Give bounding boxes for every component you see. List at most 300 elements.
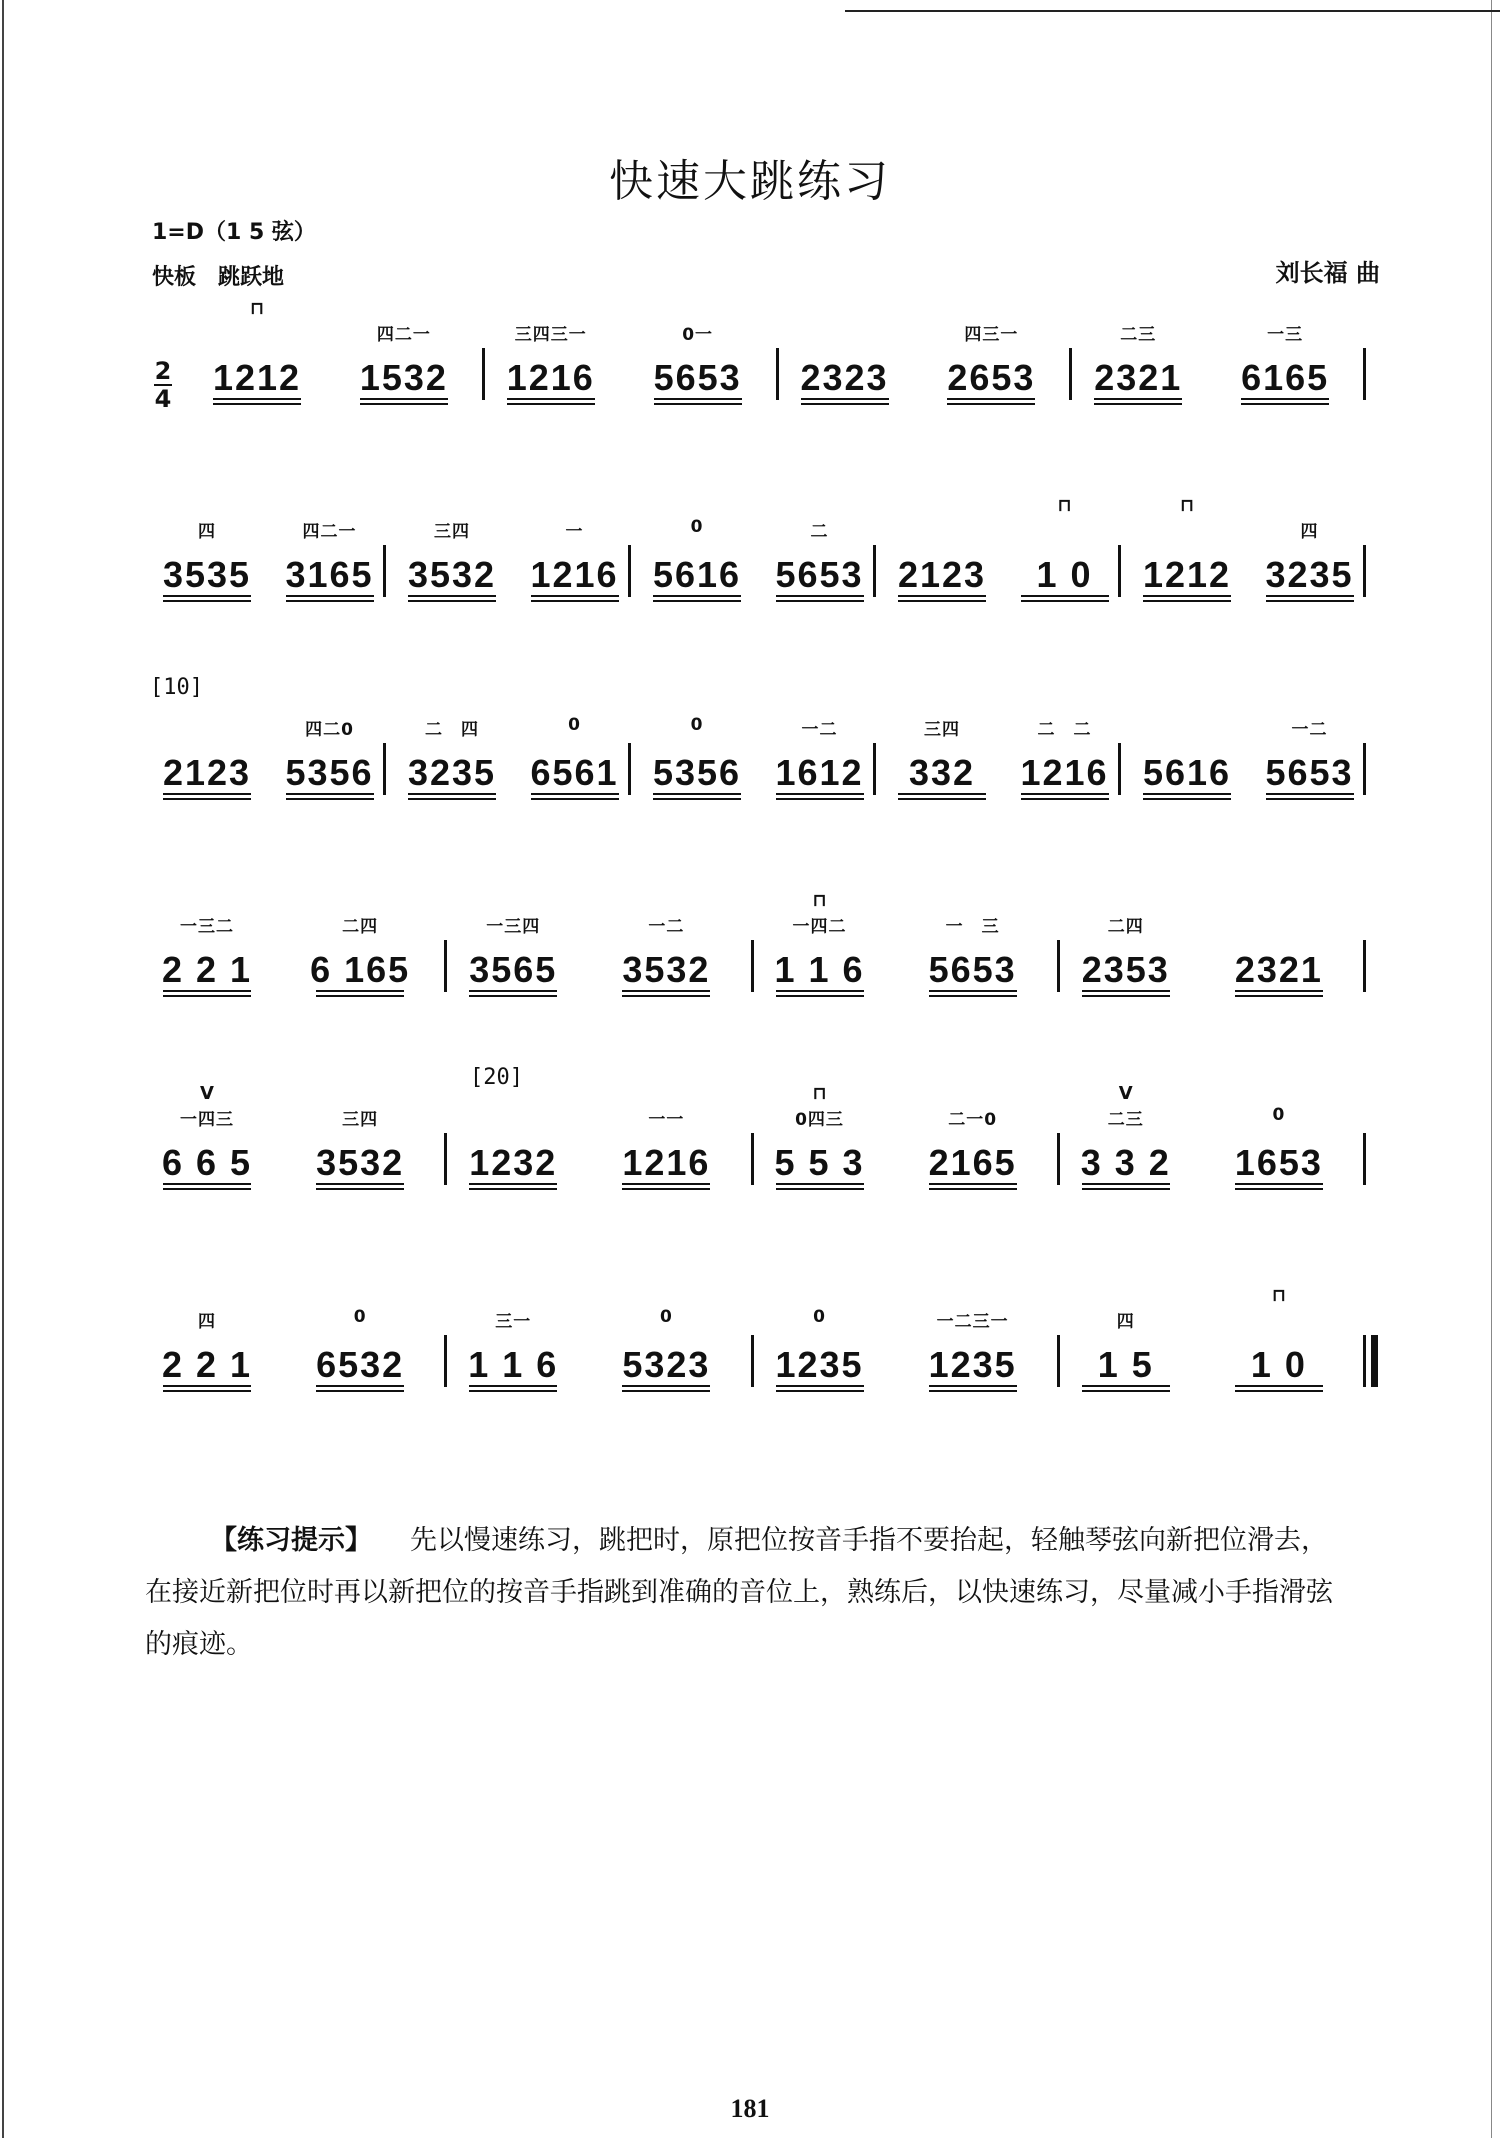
- notes: 5616: [652, 554, 742, 595]
- note-group: [790, 298, 900, 418]
- beam-line: [622, 995, 710, 997]
- notes: 1216: [506, 357, 595, 398]
- notes: 5323: [622, 1344, 711, 1385]
- beam-line: [1235, 1385, 1323, 1387]
- notes: 3565: [469, 949, 558, 990]
- fingering: 四二0: [305, 720, 354, 740]
- beam-line: [1082, 1385, 1170, 1387]
- note-group: [642, 495, 752, 615]
- fingering: 三四: [924, 720, 960, 740]
- beam-line: [1266, 793, 1354, 795]
- beam-line: [1266, 798, 1354, 800]
- fingering: 0: [690, 715, 704, 735]
- beam-line: [776, 600, 864, 602]
- fingering: 二: [810, 522, 829, 542]
- beam-line: [360, 398, 448, 400]
- beam-line: [776, 793, 864, 795]
- beam-line: [286, 600, 374, 602]
- note-group: [918, 1285, 1028, 1405]
- note-group: [918, 1083, 1028, 1203]
- note-group: [152, 890, 262, 1010]
- notes: 6 165: [310, 949, 411, 990]
- beam-line: [622, 1183, 710, 1185]
- barline: [444, 1133, 447, 1185]
- beam-line: [163, 798, 251, 800]
- note-group: [1071, 1285, 1181, 1405]
- note-group: [611, 890, 721, 1010]
- note-group: [305, 1285, 415, 1405]
- note-group: [1224, 890, 1334, 1010]
- beam-line: [653, 798, 741, 800]
- beam-line: [776, 1188, 864, 1190]
- fingering: 0: [690, 517, 704, 537]
- beam-line: [469, 995, 557, 997]
- notes: 5653: [775, 554, 864, 595]
- rehearsal-mark: [20]: [470, 1065, 523, 1090]
- beam-line: [163, 1390, 251, 1392]
- beam-line: [1235, 1390, 1323, 1392]
- fingering: 三四三一: [514, 325, 587, 345]
- beam-line: [929, 990, 1017, 992]
- fingering: 一二: [1291, 720, 1328, 740]
- barline: [482, 348, 485, 400]
- beam-line: [213, 398, 301, 400]
- note-group: [275, 693, 385, 813]
- notes: 1212: [212, 357, 302, 398]
- barline: [383, 743, 386, 795]
- beam-line: [622, 990, 710, 992]
- music-system: [140, 1065, 1375, 1203]
- fingering: 四: [198, 522, 216, 542]
- note-group: [1083, 298, 1193, 418]
- notes: 1 5: [1097, 1344, 1154, 1385]
- beam-line: [1021, 600, 1109, 602]
- barline: [628, 545, 631, 597]
- note-group: [1071, 1083, 1181, 1203]
- beam-line: [1241, 403, 1329, 405]
- barline: [444, 1335, 447, 1387]
- beam-line: [1235, 990, 1323, 992]
- barline: [873, 743, 876, 795]
- page-number: 181: [730, 2094, 770, 2123]
- note-group: [1071, 890, 1181, 1010]
- note-group: [765, 693, 875, 813]
- notes: 2321: [1234, 949, 1323, 990]
- beam-line: [469, 990, 557, 992]
- bowing-mark: ⊓: [1179, 495, 1195, 516]
- fingering: 四: [198, 1312, 216, 1332]
- beam-line: [1094, 403, 1182, 405]
- beam-line: [1266, 595, 1354, 597]
- barline: [1363, 940, 1366, 992]
- notes: 1235: [775, 1344, 864, 1385]
- note-group: [458, 1285, 568, 1405]
- fingering: 四: [1116, 1312, 1135, 1332]
- notes: 2653: [947, 357, 1036, 398]
- fingering: 二 二: [1037, 720, 1092, 740]
- notes: 3535: [162, 554, 252, 595]
- note-group: [918, 890, 1028, 1010]
- notes: 2323: [800, 357, 889, 398]
- notes: 5356: [285, 752, 374, 793]
- barline: [1057, 940, 1060, 992]
- fingering: 一二三一: [936, 1312, 1009, 1332]
- fingering: 一四三: [180, 1110, 234, 1130]
- beam-line: [408, 798, 496, 800]
- fingering: 四二一: [302, 522, 357, 542]
- barline: [776, 348, 779, 400]
- fingering: 一三二: [180, 917, 234, 937]
- beam-line: [469, 1390, 557, 1392]
- bowing-mark: ⊓: [249, 298, 265, 319]
- notes: 3532: [622, 949, 711, 990]
- music-system: [140, 1285, 1375, 1405]
- fingering: 二四: [1107, 917, 1144, 937]
- notes: 2 2 1: [161, 949, 253, 990]
- note-group: [152, 1083, 262, 1203]
- beam-line: [947, 403, 1035, 405]
- note-group: [1224, 1285, 1334, 1405]
- notes: 6532: [316, 1344, 405, 1385]
- beam-line: [654, 398, 742, 400]
- notes: 1212: [1142, 554, 1232, 595]
- beam-line: [898, 595, 986, 597]
- time-signature-bottom: 4: [154, 385, 172, 413]
- beam-line: [163, 1385, 251, 1387]
- notes: 1612: [775, 752, 864, 793]
- beam-line: [163, 595, 251, 597]
- page-edge-line: [1491, 0, 1492, 2138]
- note-group: [611, 1083, 721, 1203]
- note-group: [765, 1285, 875, 1405]
- barline: [1363, 1133, 1366, 1185]
- music-system: [140, 890, 1375, 1010]
- beam-line: [1241, 398, 1329, 400]
- beam-line: [801, 398, 889, 400]
- note-group: [152, 1285, 262, 1405]
- beam-line: [469, 1188, 557, 1190]
- beam-line: [163, 1188, 251, 1190]
- fingering: 四三一: [964, 325, 1019, 345]
- note-group: [887, 693, 997, 813]
- beam-line: [1266, 600, 1354, 602]
- fingering: 二三: [1107, 1110, 1144, 1130]
- notes: 1235: [928, 1344, 1017, 1385]
- beam-line: [776, 995, 864, 997]
- beam-line: [776, 990, 864, 992]
- rehearsal-mark: [10]: [150, 675, 203, 700]
- bowing-mark: V: [1118, 1083, 1133, 1104]
- notes: 2123: [897, 554, 987, 595]
- note-group: [349, 298, 459, 418]
- beam-line: [929, 995, 1017, 997]
- notes: 2321: [1094, 357, 1183, 398]
- barline: [628, 743, 631, 795]
- beam-line: [1021, 798, 1109, 800]
- beam-line: [1021, 595, 1109, 597]
- practice-tip-text: 先以慢速练习，跳把时，原把位按音手指不要抬起，轻触琴弦向新把位滑去，在接近新把位时再以新把位的按音手指跳到准确的音位上，熟练后，以快速练习，尽量减小手指滑弦的痕迹。: [145, 1525, 1333, 1660]
- beam-line: [163, 793, 251, 795]
- note-group: [1010, 495, 1120, 615]
- header-rule: [845, 10, 1500, 12]
- beam-line: [507, 403, 595, 405]
- beam-line: [1082, 1183, 1170, 1185]
- beam-line: [776, 1183, 864, 1185]
- beam-line: [1082, 990, 1170, 992]
- beam-line: [469, 1385, 557, 1387]
- fingering: 三一: [495, 1312, 532, 1332]
- beam-line: [898, 600, 986, 602]
- fingering: 0: [659, 1307, 673, 1327]
- beam-line: [654, 403, 742, 405]
- notes: 5653: [653, 357, 742, 398]
- beam-line: [1021, 793, 1109, 795]
- notes: 1653: [1234, 1142, 1323, 1183]
- note-group: [496, 298, 606, 418]
- beam-line: [163, 1183, 251, 1185]
- fingering: 二三: [1120, 325, 1157, 345]
- notes: 1 1 6: [468, 1344, 559, 1385]
- notes: 5 5 3: [774, 1142, 865, 1183]
- fingering: 一四二: [792, 917, 847, 937]
- fingering: 一一: [648, 1110, 685, 1130]
- beam-line: [531, 600, 619, 602]
- fingering: 二一0: [948, 1110, 998, 1130]
- beam-line: [1235, 1188, 1323, 1190]
- notes: 2123: [162, 752, 252, 793]
- fingering: 0: [813, 1307, 826, 1327]
- composer-credit: 刘长福 曲: [1275, 259, 1380, 287]
- beam-line: [163, 995, 251, 997]
- key-signature: 1=D（1 5 弦）: [152, 220, 316, 245]
- notes: 3165: [285, 554, 374, 595]
- bowing-mark: ⊓: [1057, 495, 1072, 516]
- final-barline: [1371, 1335, 1378, 1387]
- note-group: [458, 1083, 568, 1203]
- notes: 5356: [652, 752, 742, 793]
- note-group: [765, 890, 875, 1010]
- beam-line: [286, 798, 374, 800]
- notes: 3532: [316, 1142, 405, 1183]
- note-group: [520, 693, 630, 813]
- beam-line: [776, 798, 864, 800]
- beam-line: [622, 1188, 710, 1190]
- barline: [1057, 1133, 1060, 1185]
- fingering: 一: [565, 522, 584, 542]
- note-group: [202, 298, 312, 418]
- notes: 5616: [1142, 752, 1232, 793]
- barline: [1363, 545, 1366, 597]
- beam-line: [286, 793, 374, 795]
- barline: [1363, 348, 1366, 400]
- notes: 5653: [1265, 752, 1354, 793]
- beam-line: [316, 995, 404, 997]
- barline: [873, 545, 876, 597]
- beam-line: [1082, 1188, 1170, 1190]
- note-group: [520, 495, 630, 615]
- note-group: [152, 693, 262, 813]
- notes: 332: [908, 752, 976, 793]
- beam-line: [507, 398, 595, 400]
- page-title: 快速大跳练习: [609, 156, 891, 207]
- notes: 1532: [359, 357, 448, 398]
- barline: [1118, 545, 1121, 597]
- notes: 1216: [530, 554, 619, 595]
- notes: 1 0: [1250, 1344, 1307, 1385]
- beam-line: [360, 403, 448, 405]
- note-group: [765, 495, 875, 615]
- beam-line: [1082, 1390, 1170, 1392]
- notes: 1 0: [1036, 554, 1093, 595]
- beam-line: [316, 1390, 404, 1392]
- fingering: 0: [568, 715, 581, 735]
- note-group: [305, 890, 415, 1010]
- notes: 1 1 6: [774, 949, 865, 990]
- note-group: [305, 1083, 415, 1203]
- fingering: 四二一: [376, 325, 431, 345]
- beam-line: [653, 595, 741, 597]
- notes: 3235: [1265, 554, 1354, 595]
- notes: 1232: [469, 1142, 558, 1183]
- fingering: 四: [1300, 522, 1319, 542]
- beam-line: [1143, 600, 1231, 602]
- fingering: 一 三: [945, 917, 1000, 937]
- practice-tip: [145, 1515, 1335, 1671]
- beam-line: [531, 793, 619, 795]
- time-signature: [154, 357, 172, 413]
- fingering: 三四: [434, 522, 470, 542]
- beam-line: [622, 1390, 710, 1392]
- barline: [751, 1133, 754, 1185]
- notes: 1216: [1020, 752, 1109, 793]
- notes: 3 3 2: [1080, 1142, 1171, 1183]
- fingering: 一三: [1267, 325, 1304, 345]
- notes: 6561: [530, 752, 619, 793]
- beam-line: [1143, 793, 1231, 795]
- fingering: 一三四: [486, 917, 541, 937]
- barline: [751, 940, 754, 992]
- note-group: [1132, 693, 1242, 813]
- barline: [1069, 348, 1072, 400]
- fingering: 0四三: [795, 1110, 844, 1130]
- barline: [383, 545, 386, 597]
- beam-line: [213, 403, 301, 405]
- beam-line: [929, 1188, 1017, 1190]
- fingering: 0: [1272, 1105, 1286, 1125]
- beam-line: [316, 1188, 404, 1190]
- beam-line: [947, 398, 1035, 400]
- beam-line: [898, 798, 986, 800]
- notes: 2165: [928, 1142, 1017, 1183]
- music-system: [140, 495, 1375, 615]
- music-system: [140, 675, 1375, 813]
- note-group: [887, 495, 997, 615]
- beam-line: [653, 793, 741, 795]
- note-group: [458, 890, 568, 1010]
- notes: 2353: [1081, 949, 1170, 990]
- notes: 3532: [407, 554, 497, 595]
- barline: [1057, 1335, 1060, 1387]
- beam-line: [1094, 398, 1182, 400]
- practice-tip-label: 【练习提示】: [210, 1525, 372, 1556]
- beam-line: [163, 600, 251, 602]
- barline: [1118, 743, 1121, 795]
- note-group: [643, 298, 753, 418]
- note-group: [642, 693, 752, 813]
- beam-line: [1235, 1183, 1323, 1185]
- fingering: 二 四: [425, 720, 479, 740]
- beam-line: [316, 1183, 404, 1185]
- beam-line: [653, 600, 741, 602]
- beam-line: [929, 1385, 1017, 1387]
- tempo-marking: 快板 跳跃地: [152, 265, 285, 290]
- beam-line: [1235, 995, 1323, 997]
- beam-line: [286, 595, 374, 597]
- beam-line: [316, 990, 404, 992]
- beam-line: [622, 1385, 710, 1387]
- beam-line: [408, 793, 496, 795]
- page-edge-line: [2, 0, 4, 2138]
- note-group: [1010, 693, 1120, 813]
- bowing-mark: V: [200, 1083, 214, 1104]
- beam-line: [408, 595, 496, 597]
- fingering: 一二: [648, 917, 685, 937]
- bowing-mark: ⊓: [1271, 1285, 1287, 1306]
- beam-line: [316, 1385, 404, 1387]
- note-group: [1230, 298, 1340, 418]
- beam-line: [469, 1183, 557, 1185]
- note-group: [275, 495, 385, 615]
- barline: [444, 940, 447, 992]
- fingering: 一二: [801, 720, 838, 740]
- fingering: 二四: [342, 917, 379, 937]
- barline: [1363, 1335, 1366, 1387]
- bowing-mark: ⊓: [812, 1083, 827, 1104]
- fingering: 0: [353, 1307, 367, 1327]
- note-group: [1224, 1083, 1334, 1203]
- note-group: [397, 693, 507, 813]
- time-signature-top: 2: [154, 357, 172, 385]
- fingering: 0一: [682, 325, 714, 345]
- beam-line: [163, 990, 251, 992]
- note-group: [152, 495, 262, 615]
- notes: 5653: [928, 949, 1017, 990]
- beam-line: [1143, 595, 1231, 597]
- beam-line: [1143, 798, 1231, 800]
- note-group: [397, 495, 507, 615]
- note-group: [611, 1285, 721, 1405]
- beam-line: [801, 403, 889, 405]
- beam-line: [1082, 995, 1170, 997]
- beam-line: [929, 1390, 1017, 1392]
- barline: [751, 1335, 754, 1387]
- notes: 6 6 5: [161, 1142, 253, 1183]
- fingering: 三四: [342, 1110, 379, 1130]
- note-group: [765, 1083, 875, 1203]
- note-group: [936, 298, 1046, 418]
- note-group: [1255, 495, 1365, 615]
- beam-line: [776, 1390, 864, 1392]
- note-group: [1132, 495, 1242, 615]
- note-group: [1255, 693, 1365, 813]
- bowing-mark: ⊓: [812, 890, 827, 911]
- beam-line: [408, 600, 496, 602]
- beam-line: [776, 1385, 864, 1387]
- music-system: [140, 298, 1375, 418]
- beam-line: [531, 595, 619, 597]
- beam-line: [929, 1183, 1017, 1185]
- beam-line: [531, 798, 619, 800]
